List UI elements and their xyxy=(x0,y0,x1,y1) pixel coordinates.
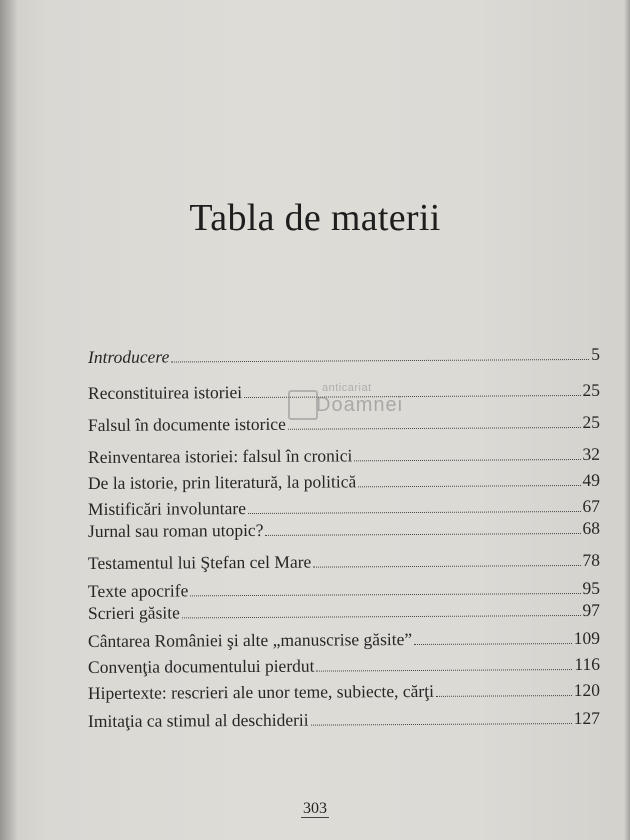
toc-entry-reinventarea-istoriei xyxy=(88,443,600,468)
dot-leader xyxy=(190,592,580,596)
page-title: Tabla de materii xyxy=(189,197,441,239)
toc-entry-title: Hipertexte: rescrieri ale unor teme, subiecte, cărţi xyxy=(87,680,435,703)
toc-entry-title: Imitaţia ca stimul al deschiderii xyxy=(87,709,309,731)
toc-entry-imitatia xyxy=(88,707,600,732)
toc-entry-title: Reconstituirea istoriei xyxy=(87,382,243,403)
dot-leader xyxy=(182,614,581,618)
toc-entry-scrieri-gasite xyxy=(88,599,600,624)
toc-entry-title: Scrieri găsite xyxy=(87,602,180,623)
dot-leader xyxy=(436,694,572,697)
toc-entry-title: Mistificări involuntare xyxy=(87,498,247,519)
toc-entry-mistificari-involuntare xyxy=(88,495,600,520)
toc-entry-page: 67 xyxy=(582,495,601,516)
toc-entry-page: 49 xyxy=(582,469,601,490)
toc-entry-title: Cântarea României şi alte „manuscrise găsite” xyxy=(87,629,413,651)
toc-entry-title: Testamentul lui Ştefan cel Mare xyxy=(87,551,312,573)
dot-leader xyxy=(248,510,581,514)
dot-leader xyxy=(311,722,572,726)
toc-entry-title: Texte apocrife xyxy=(87,580,189,601)
toc-entry-page: 68 xyxy=(582,517,601,538)
dot-leader xyxy=(171,358,589,363)
toc-entry-page: 109 xyxy=(573,627,601,649)
spine-shadow xyxy=(0,0,18,840)
toc-entry-page: 78 xyxy=(582,549,601,570)
watermark-logo xyxy=(288,382,408,422)
dot-leader xyxy=(354,458,580,461)
toc-entry-page: 5 xyxy=(591,343,601,364)
toc-entry-title: Introducere xyxy=(87,346,170,367)
toc-entry-page: 127 xyxy=(573,707,601,729)
toc-entry-conventia-documentului xyxy=(88,653,600,678)
dot-leader xyxy=(358,484,580,487)
page-number xyxy=(0,800,630,818)
watermark-mark-icon xyxy=(288,390,318,420)
dot-leader xyxy=(317,668,573,672)
toc-entry-title: Jurnal sau roman utopic? xyxy=(87,519,264,541)
dot-leader xyxy=(313,564,580,568)
toc-entry-page: 25 xyxy=(582,411,601,432)
toc-entry-de-la-istorie xyxy=(88,469,600,494)
toc-entry-title: De la istorie, prin literatură, la politică xyxy=(87,471,357,493)
toc-entry-page: 97 xyxy=(582,599,601,620)
toc-entry-jurnal-sau-roman xyxy=(88,517,600,542)
toc-entry-title: Reinventarea istoriei: falsul în cronici xyxy=(87,445,353,467)
dot-leader xyxy=(265,532,580,536)
toc-entry-page: 25 xyxy=(582,379,601,400)
toc-entry-page: 116 xyxy=(574,653,601,675)
toc-entry-testamentul xyxy=(88,549,600,574)
page-edge-shadow xyxy=(624,0,630,840)
watermark-main-text: Doamnei xyxy=(316,394,404,416)
toc-entry-hipertexte xyxy=(88,679,600,704)
toc-entry-page: 32 xyxy=(582,443,601,464)
toc-entry-title: Convenţia documentului pierdut xyxy=(87,655,315,677)
toc-entry-page: 95 xyxy=(582,577,601,598)
toc-entry-cantarea-romaniei xyxy=(88,627,600,652)
toc-entry-introducere xyxy=(88,343,600,368)
dot-leader xyxy=(288,426,581,430)
toc-entry-texte-apocrife xyxy=(88,577,600,602)
dot-leader xyxy=(414,642,572,645)
toc-entry-page: 120 xyxy=(573,679,601,701)
page-number-text: 303 xyxy=(303,800,327,817)
toc-entry-title: Falsul în documente istorice xyxy=(87,413,286,435)
watermark-top-text: anticariat xyxy=(322,382,372,394)
